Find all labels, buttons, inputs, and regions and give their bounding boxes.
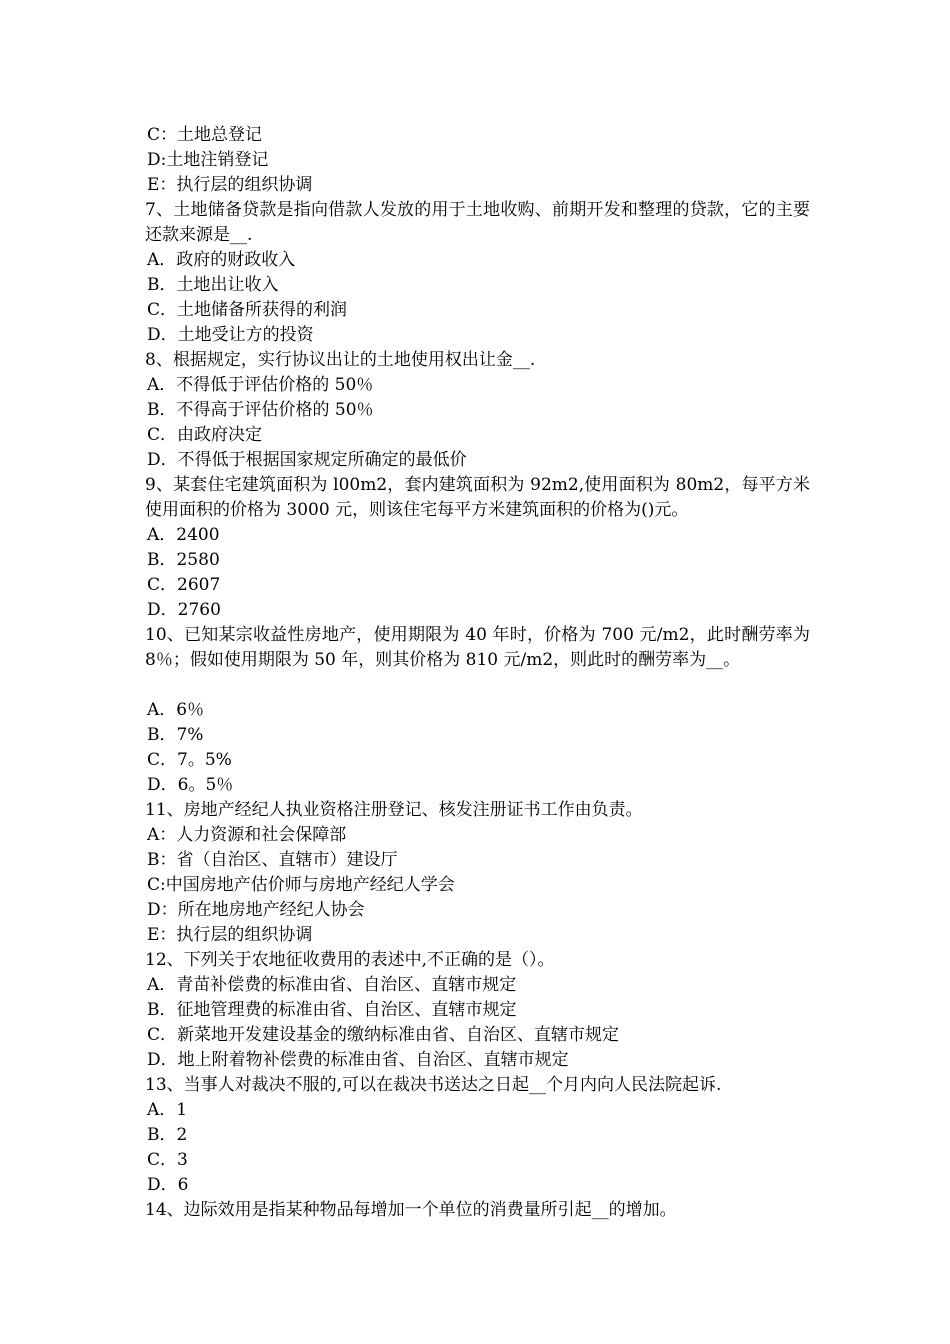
question-13: 13、当事人对裁决不服的,可以在裁决书送达之日起__个月内向人民法院起诉. (145, 1075, 722, 1095)
option-d: D：所在地房地产经纪人协会 (147, 900, 365, 920)
document-body (145, 123, 810, 1223)
question-12: 12、下列关于农地征收费用的表述中,不正确的是（）。 (145, 950, 555, 970)
question-10: 10、已知某宗收益性房地产，使用期限为 40 年时，价格为 700 元/m2，此时酬劳率为 8％；假如使用期限为 50 年，则其价格为 810 元/m2，则此时的酬劳率为__。 (145, 625, 810, 670)
option-e: E：执行层的组织协调 (147, 175, 313, 195)
option-d: D:土地注销登记 (147, 150, 269, 170)
option-b: B．征地管理费的标准由省、自治区、直辖市规定 (147, 1000, 517, 1020)
option-b: B．2580 (147, 550, 220, 570)
question-11: 11、房地产经纪人执业资格注册登记、核发注册证书工作由负责。 (145, 800, 643, 820)
option-b: B．土地出让收入 (147, 275, 279, 295)
option-c: C．土地储备所获得的利润 (147, 300, 348, 320)
option-d: D．地上附着物补偿费的标准由省、自治区、直辖市规定 (147, 1050, 569, 1070)
question-7: 7、土地储备贷款是指向借款人发放的用于土地收购、前期开发和整理的贷款，它的主要还款来源是__. (145, 200, 810, 245)
option-c: C．7。5% (147, 750, 232, 770)
option-d: D．6。5％ (147, 775, 234, 795)
option-b: B．不得高于评估价格的 50％ (147, 400, 374, 420)
option-a: A．6％ (147, 700, 205, 720)
option-a: A．2400 (147, 525, 220, 545)
option-c: C．3 (147, 1150, 188, 1170)
question-8: 8、根据规定，实行协议出让的土地使用权出让金__. (145, 350, 536, 370)
option-d: D．2760 (147, 600, 221, 620)
option-b: B．7% (147, 725, 204, 745)
option-c: C．新菜地开发建设基金的缴纳标准由省、自治区、直辖市规定 (147, 1025, 620, 1045)
option-a: A：人力资源和社会保障部 (147, 825, 347, 845)
option-b: B．2 (147, 1125, 188, 1145)
question-9: 9、某套住宅建筑面积为 l00m2，套内建筑面积为 92m2,使用面积为 80m2，每平方米使用面积的价格为 3000 元，则该住宅每平方米建筑面积的价格为()元。 (145, 475, 810, 520)
option-a: A．政府的财政收入 (147, 250, 296, 270)
option-a: A．1 (147, 1100, 188, 1120)
option-c: C:中国房地产估价师与房地产经纪人学会 (147, 875, 455, 895)
option-c: C．2607 (147, 575, 221, 595)
option-a: A．青苗补偿费的标准由省、自治区、直辖市规定 (147, 975, 517, 995)
option-c: C．由政府决定 (147, 425, 263, 445)
option-c: C：土地总登记 (147, 125, 263, 145)
option-e: E：执行层的组织协调 (147, 925, 313, 945)
question-14: 14、边际效用是指某种物品每增加一个单位的消费量所引起__的增加。 (145, 1200, 677, 1220)
option-a: A．不得低于评估价格的 50％ (147, 375, 374, 395)
option-d: D．6 (147, 1175, 189, 1195)
option-d: D．不得低于根据国家规定所确定的最低价 (147, 450, 467, 470)
option-b: B：省（自治区、直辖市）建设厅 (147, 850, 398, 870)
option-d: D．土地受让方的投资 (147, 325, 314, 345)
